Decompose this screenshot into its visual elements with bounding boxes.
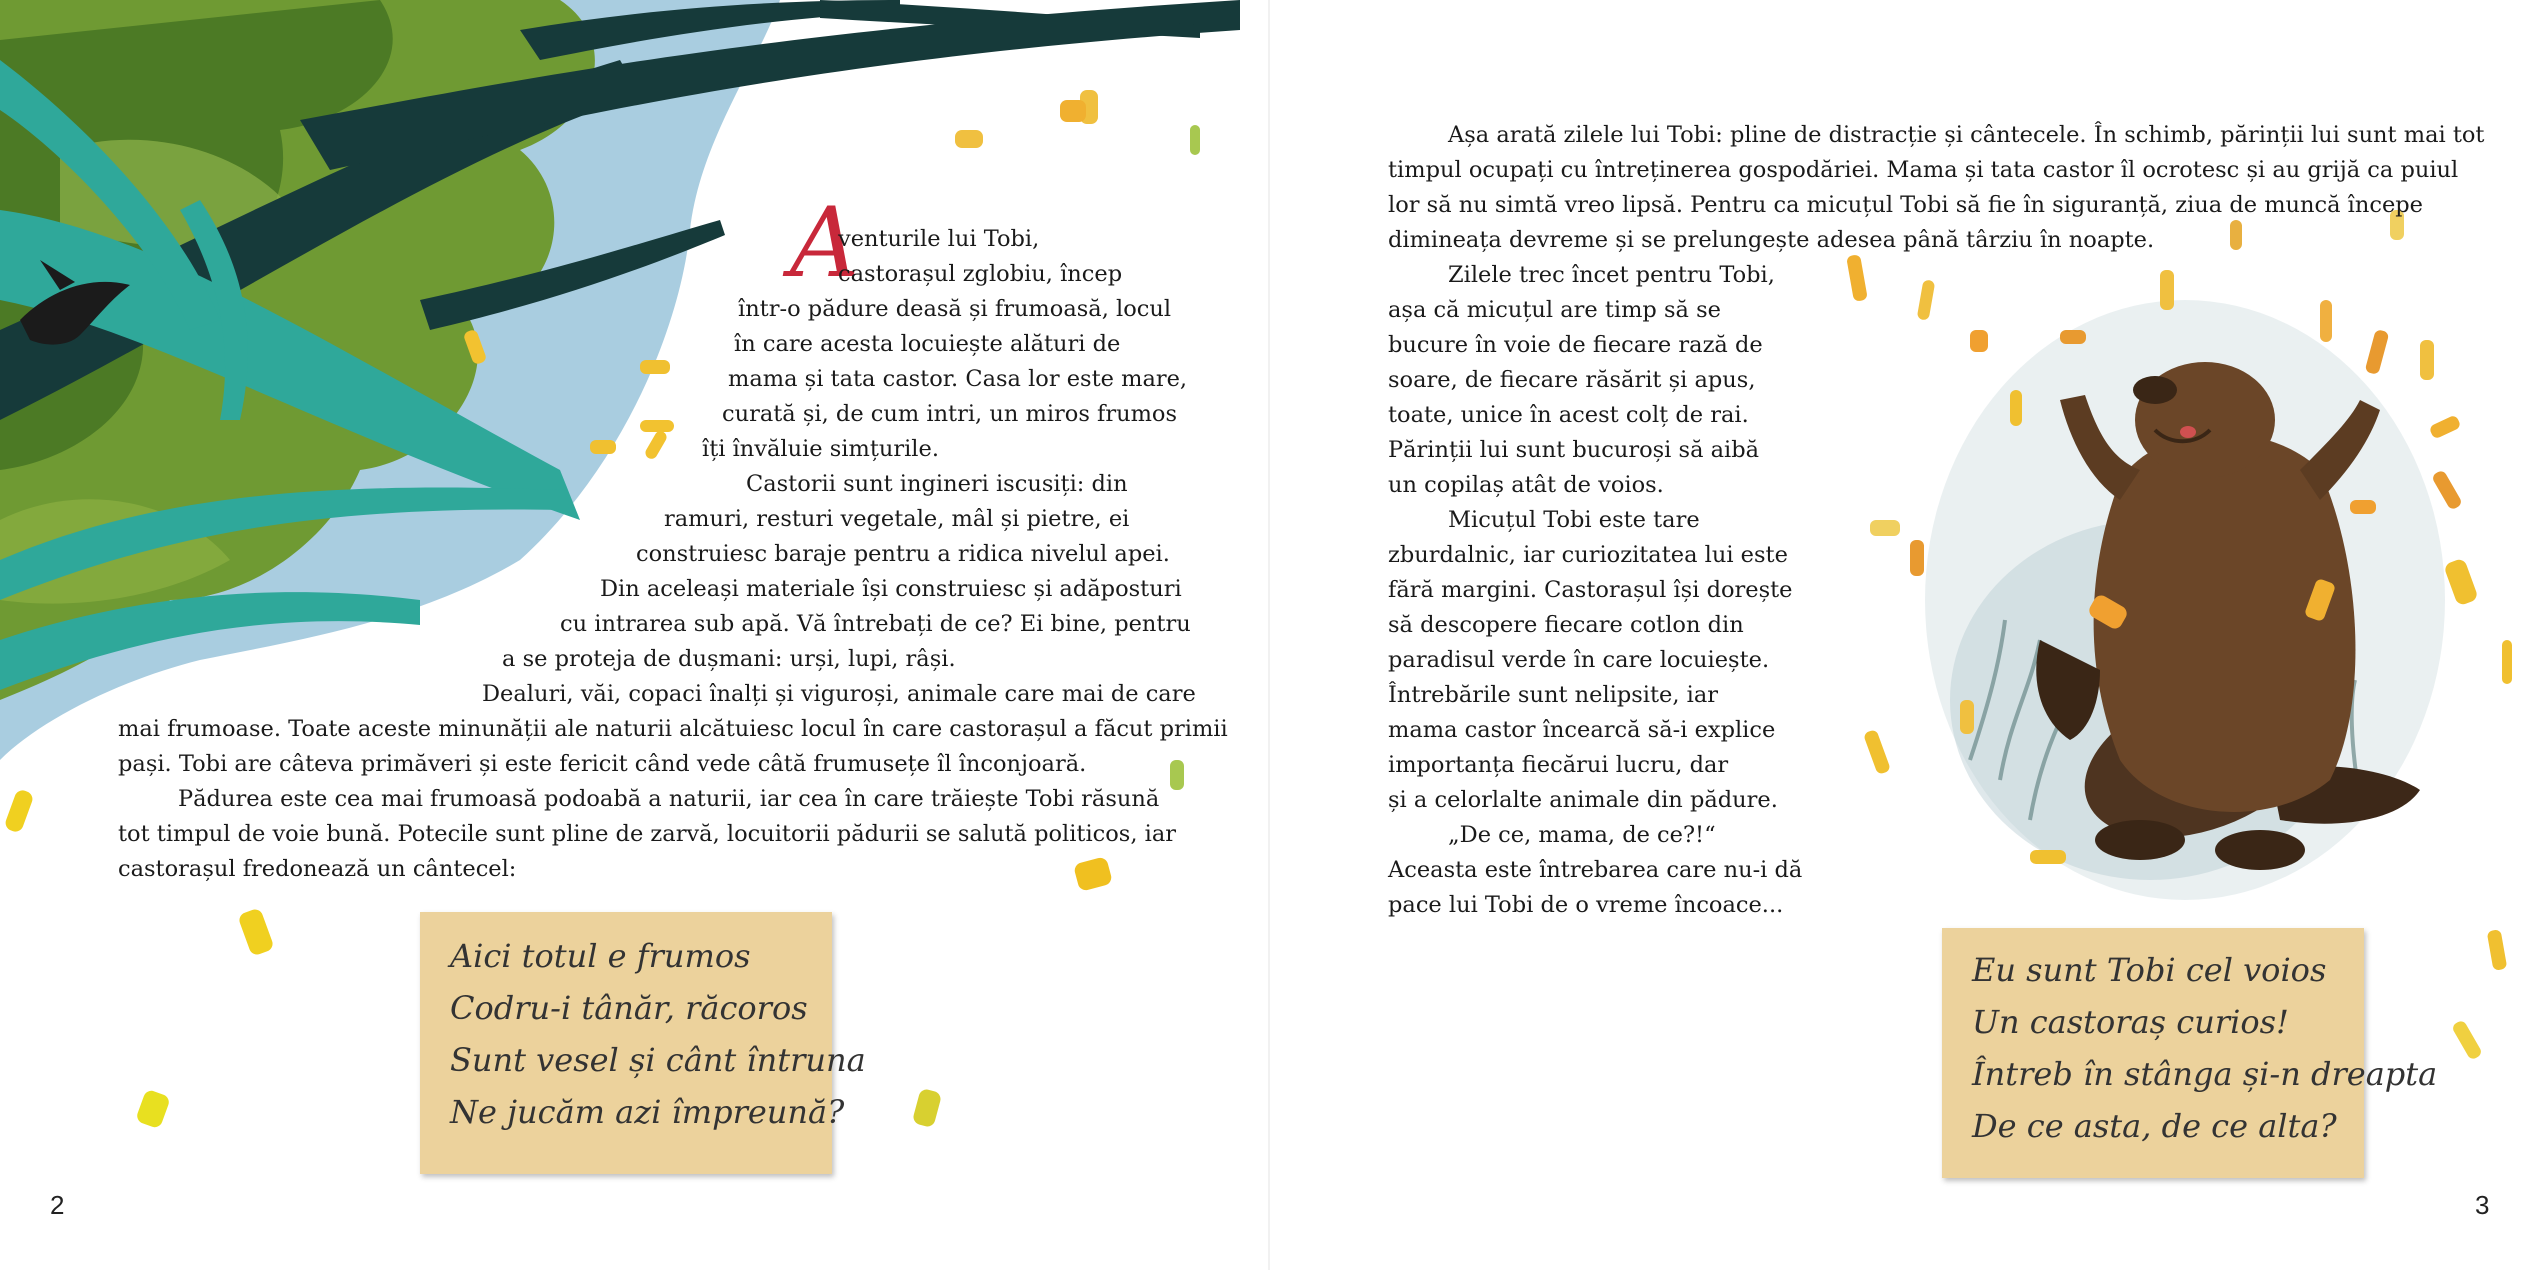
text-line: ramuri, resturi vegetale, mâl și pietre, ei [664,506,1130,532]
text-line: Părinții lui sunt bucuroși să aibă [1388,437,1760,463]
poem-line: De ce asta, de ce alta? [1972,1107,2337,1145]
poem-line: Eu sunt Tobi cel voios [1972,951,2327,989]
text-line: zburdalnic, iar curiozitatea lui este [1388,542,1788,568]
text-line: castorașul zglobiu, încep [838,261,1123,287]
text-line: mai frumoase. Toate aceste minunății ale naturii alcătuiesc locul în care castorașul a făcut primii [118,716,1228,742]
text-line: și a celorlalte animale din pădure. [1388,787,1778,813]
text-line: pași. Tobi are câteva primăveri și este fericit când vede câtă frumusețe îl înconjoară. [118,751,1087,777]
text-line: venturile lui Tobi, [838,226,1040,252]
text-line: Întrebările sunt nelipsite, iar [1388,682,1719,708]
text-line: dimineața devreme și se prelungește adesea până târziu în noapte. [1388,227,2155,253]
text-line: Micuțul Tobi este tare [1448,507,1700,533]
text-line: Așa arată zilele lui Tobi: pline de distracție și cântecele. În schimb, părinții lui sunt mai tot [1448,122,2485,148]
drop-cap: A [790,187,860,299]
poem-line: Codru-i tânăr, răcoros [450,989,808,1027]
text-line: curată și, de cum intri, un miros frumos [722,401,1178,427]
text-line: pace lui Tobi de o vreme încoace... [1388,892,1784,918]
text-line: „De ce, mama, de ce?!“ [1448,822,1716,848]
left-page [0,0,1269,1270]
text-line: îți învăluie simțurile. [702,436,939,462]
poem-line: Întreb în stânga și-n dreapta [1972,1055,2438,1093]
text-line: Dealuri, văi, copaci înalți și viguroși, animale care mai de care [482,681,1196,707]
text-line: Castorii sunt ingineri iscusiți: din [746,471,1128,497]
poem-note [420,912,866,1174]
poem-note [1942,928,2438,1178]
text-line: în care acesta locuiește alături de [734,331,1121,357]
text-line: importanța fiecărui lucru, dar [1388,752,1729,778]
text-line: bucure în voie de fiecare rază de [1388,332,1763,358]
text-line: a se proteja de dușmani: urși, lupi, râși. [502,646,956,672]
text-line: lor să nu simtă vreo lipsă. Pentru ca micuțul Tobi să fie în siguranță, ziua de muncă începe [1388,192,2423,218]
text-line: cu intrarea sub apă. Vă întrebați de ce? Ei bine, pentru [560,611,1191,637]
text-line: soare, de fiecare răsărit și apus, [1388,367,1756,393]
text-line: Aceasta este întrebarea care nu-i dă [1388,857,1803,883]
text-line: paradisul verde în care locuiește. [1388,647,1770,673]
right-page [1270,0,2539,1270]
text-line: construiesc baraje pentru a ridica nivelul apei. [636,541,1170,567]
text-line: mama castor încearcă să-i explice [1388,717,1776,743]
text-line: Zilele trec încet pentru Tobi, [1448,262,1775,288]
text-line: să descopere fiecare cotlon din [1388,612,1744,638]
text-line: Pădurea este cea mai frumoasă podoabă a naturii, iar cea în care trăiește Tobi răsună [178,786,1160,812]
text-line: Din aceleași materiale își construiesc și adăposturi [600,576,1182,602]
text-line: așa că micuțul are timp să se [1388,297,1721,323]
page-number: 3 [2475,1190,2490,1220]
poem-line: Ne jucăm azi împreună? [450,1093,845,1131]
poem-line: Aici totul e frumos [450,937,751,975]
page-number: 2 [50,1190,65,1220]
text-line: tot timpul de voie bună. Potecile sunt pline de zarvă, locuitorii pădurii se salută politicos, iar [118,821,1177,847]
text-line: toate, unice în acest colț de rai. [1388,402,1749,428]
text-line: timpul ocupați cu întreținerea gospodăriei. Mama și tata castor îl ocrotesc și au grijă ca puiul [1388,157,2459,183]
text-line: mama și tata castor. Casa lor este mare, [728,366,1188,392]
text-line: fără margini. Castorașul își dorește [1388,577,1793,603]
text-line: un copilaș atât de voios. [1388,472,1664,498]
poem-line: Un castoraș curios! [1972,1003,2289,1041]
text-line: castorașul fredonează un cântecel: [118,856,517,882]
poem-line: Sunt vesel și cânt întruna [450,1041,866,1079]
text-line: într-o pădure deasă și frumoasă, locul [738,296,1172,322]
